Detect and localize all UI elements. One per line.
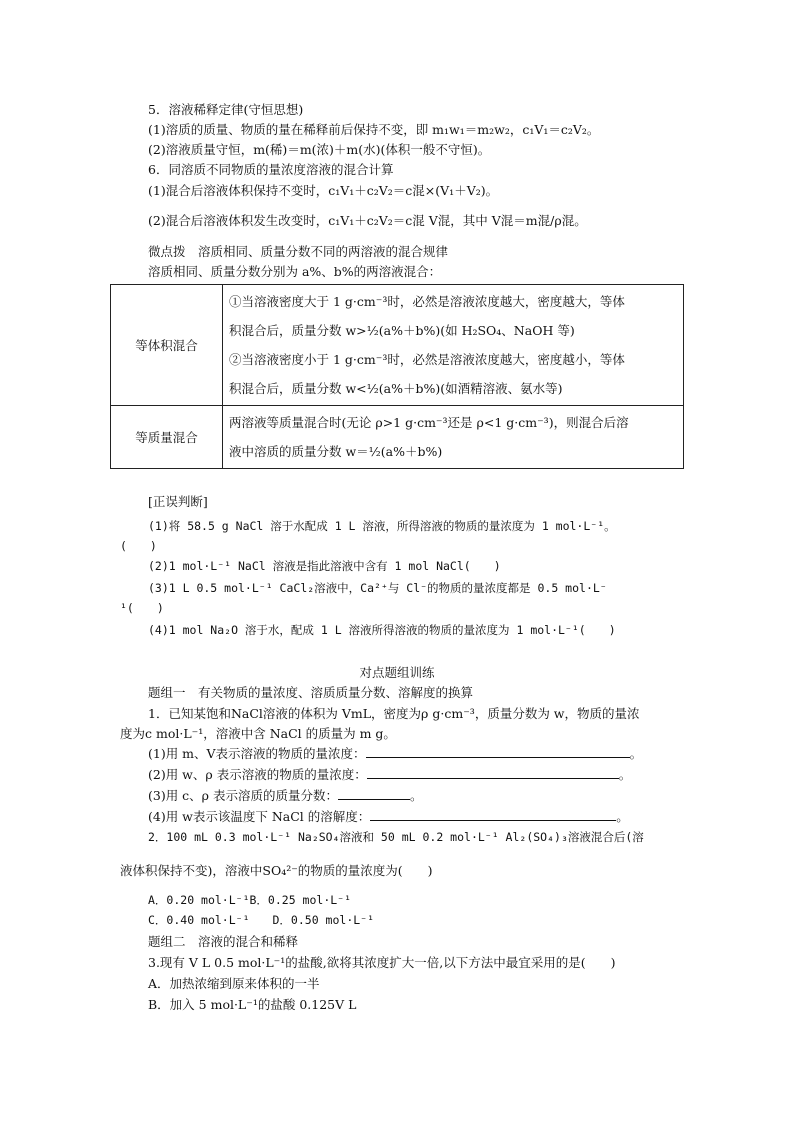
- section6-title: 6．同溶质不同物质的量浓度溶液的混合计算: [148, 162, 394, 177]
- group2-title: 题组二 溶液的混合和稀释: [148, 934, 299, 949]
- end-mark: 。: [616, 809, 629, 824]
- rule-1-line1: ①当溶液密度大于 1 g·cm⁻³时，必然是溶液浓度越大，密度越大，等体: [229, 294, 625, 309]
- problem1-q4: [148, 808, 629, 825]
- table-row-equal-mass: [111, 406, 684, 469]
- practice-title: 对点题组训练: [359, 665, 435, 680]
- problem2-line1: 2．100 mL 0.3 mol·L⁻¹ Na₂SO₄溶液和 50 mL 0.2 mol·L⁻¹ Al₂(SO₄)₃溶液混合后(溶: [148, 830, 644, 844]
- row-head-equal-mass: 等质量混合: [111, 406, 223, 469]
- problem1-line2: 度为c mol·L⁻¹，溶液中含 NaCl 的质量为 m g。: [120, 726, 396, 741]
- problem1-q1: [148, 745, 642, 762]
- problem1-q3: [148, 787, 423, 804]
- end-mark: 。: [618, 767, 632, 782]
- problem1-q1-text: (1)用 m、V表示溶液的物质的量浓度：: [148, 746, 366, 761]
- problem1-q2: [148, 766, 631, 783]
- problem3-stem: 3.现有 V L 0.5 mol·L⁻¹的盐酸,欲将其浓度扩大一倍,以下方法中最宜采用的是( ): [148, 955, 616, 970]
- judge-q1: (1)将 58.5 g NaCl 溶于水配成 1 L 溶液，所得溶液的物质的量浓度为 1 mol·L⁻¹。: [148, 519, 616, 533]
- problem1-q3-text: (3)用 c、ρ 表示溶质的质量分数：: [148, 788, 339, 803]
- end-mark: 。: [410, 788, 423, 803]
- tip-title: 微点拨 溶质相同、质量分数不同的两溶液的混合规律: [148, 244, 449, 259]
- group1-title: 题组一 有关物质的量浓度、溶质质量分数、溶解度的换算: [148, 685, 474, 700]
- answer-blank-2[interactable]: [367, 766, 619, 779]
- rule-1-line2: 积混合后，质量分数 w>½(a%＋b%)(如 H₂SO₄、NaOH 等): [229, 323, 575, 338]
- row-body-equal-mass: [223, 406, 684, 469]
- judge-q1-paren: ( ): [120, 539, 157, 553]
- problem1-line1: 1．已知某饱和NaCl溶液的体积为 VmL，密度为ρ g·cm⁻³，质量分数为 w，物质的量浓: [148, 706, 640, 721]
- problem3-option-b: B．加入 5 mol·L⁻¹的盐酸 0.125V L: [148, 997, 357, 1012]
- section5-line1: (1)溶质的质量、物质的量在稀释前后保持不变，即 m₁w₁＝m₂w₂，c₁V₁＝c₂V₂。: [148, 122, 600, 137]
- problem2-line2: 液体积保持不变)，溶液中SO₄²⁻的物质的量浓度为( ): [120, 863, 433, 878]
- judge-title: [正误判断]: [148, 494, 208, 509]
- row-head-equal-volume: 等体积混合: [111, 285, 223, 406]
- end-mark: 。: [629, 746, 643, 761]
- mixing-rules-table: [110, 284, 684, 469]
- rule-3-line1: 两溶液等质量混合时(无论 ρ>1 g·cm⁻³还是 ρ<1 g·cm⁻³)，则混合后溶: [229, 415, 629, 430]
- tip-intro: 溶质相同、质量分数分别为 a%、b%的两溶液混合：: [148, 264, 442, 279]
- answer-blank-3[interactable]: [338, 787, 410, 800]
- problem1-q2-text: (2)用 w、ρ 表示溶液的物质的量浓度：: [148, 767, 367, 782]
- rule-2-line2: 积混合后，质量分数 w<½(a%＋b%)(如酒精溶液、氨水等): [229, 381, 563, 396]
- section5-title: 5．溶液稀释定律(守恒思想): [148, 102, 304, 117]
- judge-q3: (3)1 L 0.5 mol·L⁻¹ CaCl₂溶液中，Ca²⁺与 Cl⁻的物质的量浓度都是 0.5 mol·L⁻: [148, 581, 607, 595]
- row-body-equal-volume: [223, 285, 684, 406]
- section6-line1: (1)混合后溶液体积保持不变时，c₁V₁＋c₂V₂＝c混×(V₁＋V₂)。: [148, 183, 499, 198]
- judge-q4: (4)1 mol Na₂O 溶于水，配成 1 L 溶液所得溶液的物质的量浓度为 1 mol·L⁻¹( ): [148, 623, 616, 637]
- answer-blank-4[interactable]: [370, 808, 616, 821]
- rule-3-line2: 液中溶质的质量分数 w＝½(a%＋b%): [229, 444, 443, 459]
- section5-line2: (2)溶液质量守恒，m(稀)＝m(浓)＋m(水)(体积一般不守恒)。: [148, 142, 491, 157]
- judge-q2: (2)1 mol·L⁻¹ NaCl 溶液是指此溶液中含有 1 mol NaCl( ): [148, 559, 501, 573]
- table-row-equal-volume: [111, 285, 684, 406]
- problem3-option-a: A．加热浓缩到原来体积的一半: [148, 976, 320, 991]
- problem2-options-cd: C．0.40 mol·L⁻¹ D．0.50 mol·L⁻¹: [148, 913, 375, 927]
- problem1-q4-text: (4)用 w表示该温度下 NaCl 的溶解度：: [148, 809, 371, 824]
- rule-2-line1: ②当溶液密度小于 1 g·cm⁻³时，必然是溶液浓度越大，密度越小，等体: [229, 352, 625, 367]
- judge-q3-paren: ¹( ): [120, 601, 164, 615]
- problem2-options-ab: A．0.20 mol·L⁻¹B．0.25 mol·L⁻¹: [148, 893, 352, 907]
- section6-line2: (2)混合后溶液体积发生改变时，c₁V₁＋c₂V₂＝c混 V混，其中 V混＝m混/ρ混。: [148, 213, 587, 228]
- answer-blank-1[interactable]: [366, 745, 630, 758]
